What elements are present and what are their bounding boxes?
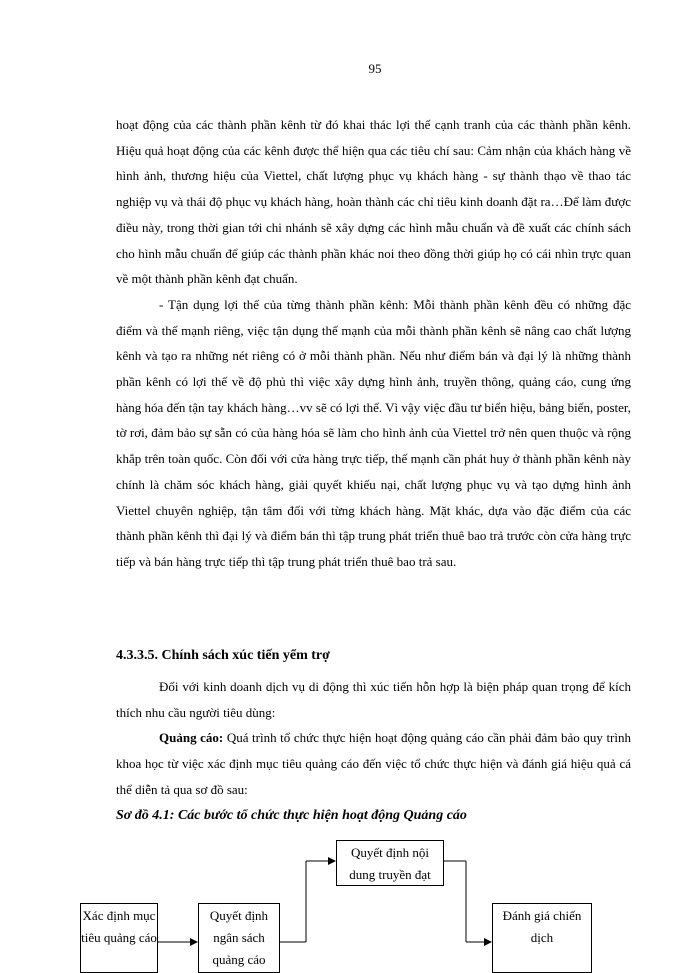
paragraph-2: - Tận dụng lợi thế của từng thành phần kênh: Mỗi thành phần kênh đều có những đặc điểm và thế mạnh riêng, việc tận dụng thế mạnh của mỗi thành phần kênh sẽ nâng cao chất lượng kênh và tạo ra những nét riêng có ở mỗi thành phần. Nếu như điểm bán và đại lý là những thành phần kênh có lợi thế về độ phủ thì việc xây dựng hình ảnh, truyền thông, quảng cáo, cung ứng hàng hóa đến tận tay khách hàng…vv sẽ có lợi thế. Vì vậy việc đầu tư biển hiệu, bảng biển, poster, tờ rơi, đảm bảo sự sẵn có của hàng hóa sẽ làm cho hình ảnh của Viettel trở nên quen thuộc và rộng khắp trên toàn quốc. Còn đối với cửa hàng trực tiếp, thế mạnh cần phát huy ở thành phần kênh này chính là chăm sóc khách hàng, giải quyết khiếu nại, chất lượng phục vụ và tạo dựng hình ảnh Viettel chuyên nghiệp, tận tâm đối với từng khách hàng. Mặt khác, dựa vào đặc điểm của các thành phần kênh thì đại lý và điểm bán thì tập trung phát triển thuê bao trả trước còn cửa hàng trực tiếp và bán hàng trực tiếp thì tập trung phát triển thuê bao trả sau. bbox=[116, 296, 631, 569]
arrow-3-4-head bbox=[484, 938, 492, 946]
diagram-box-content: Quyết định nội dung truyền đạt bbox=[336, 840, 444, 886]
page-number: 95 bbox=[368, 61, 382, 76]
arrow-2-3-head bbox=[328, 857, 336, 865]
paragraph-4-label: Quảng cáo: bbox=[159, 730, 224, 746]
paragraph-4-text: Quá trình tổ chức thực hiện hoạt động quảng cáo cần phải đảm bảo quy trình khoa học từ việc xác định mục tiêu quảng cáo đến việc tổ chức thực hiện và đánh giá hiệu quả cá thể diễn tả qua sơ đồ sau: bbox=[116, 730, 631, 797]
diagram-box-objectives: Xác định mục tiêu quảng cáo bbox=[80, 903, 158, 973]
arrow-1-2-head bbox=[190, 938, 198, 946]
paragraph-3: Đối với kinh doanh dịch vụ di động thì xúc tiến hỗn hợp là biện pháp quan trọng để kích thích nhu cầu người tiêu dùng: bbox=[116, 679, 631, 720]
paragraph-1: hoạt động của các thành phần kênh từ đó khai thác lợi thế cạnh tranh của các thành phần kênh. Hiệu quả hoạt động của các kênh được thể hiện qua các tiêu chí sau: Cảm nhận của khách hàng về hình ảnh, thương hiệu của Viettel, chất lượng phục vụ khách hàng - sự thành thạo về thao tác nghiệp vụ và thái độ phục vụ khách hàng, hoàn thành các chỉ tiêu kinh doanh đặt ra…Để làm được điều này, trong thời gian tới chi nhánh sẽ xây dựng các hình mẫu chuẩn và đề xuất các chính sách cho hình mẫu chuẩn để giúp các thành phần khác noi theo đồng thời giúp họ có cái nhìn trực quan về một thành phần kênh đạt chuẩn. bbox=[116, 117, 631, 287]
diagram-box-budget: Quyết định ngân sách quảng cáo bbox=[198, 903, 280, 973]
diagram-box-evaluate: Đánh giá chiến dịch bbox=[492, 903, 592, 973]
diagram-title: Sơ đồ 4.1: Các bước tổ chức thực hiện hoạt động Quảng cáo bbox=[116, 808, 467, 823]
section-heading: 4.3.3.5. Chính sách xúc tiến yểm trợ bbox=[116, 648, 330, 663]
